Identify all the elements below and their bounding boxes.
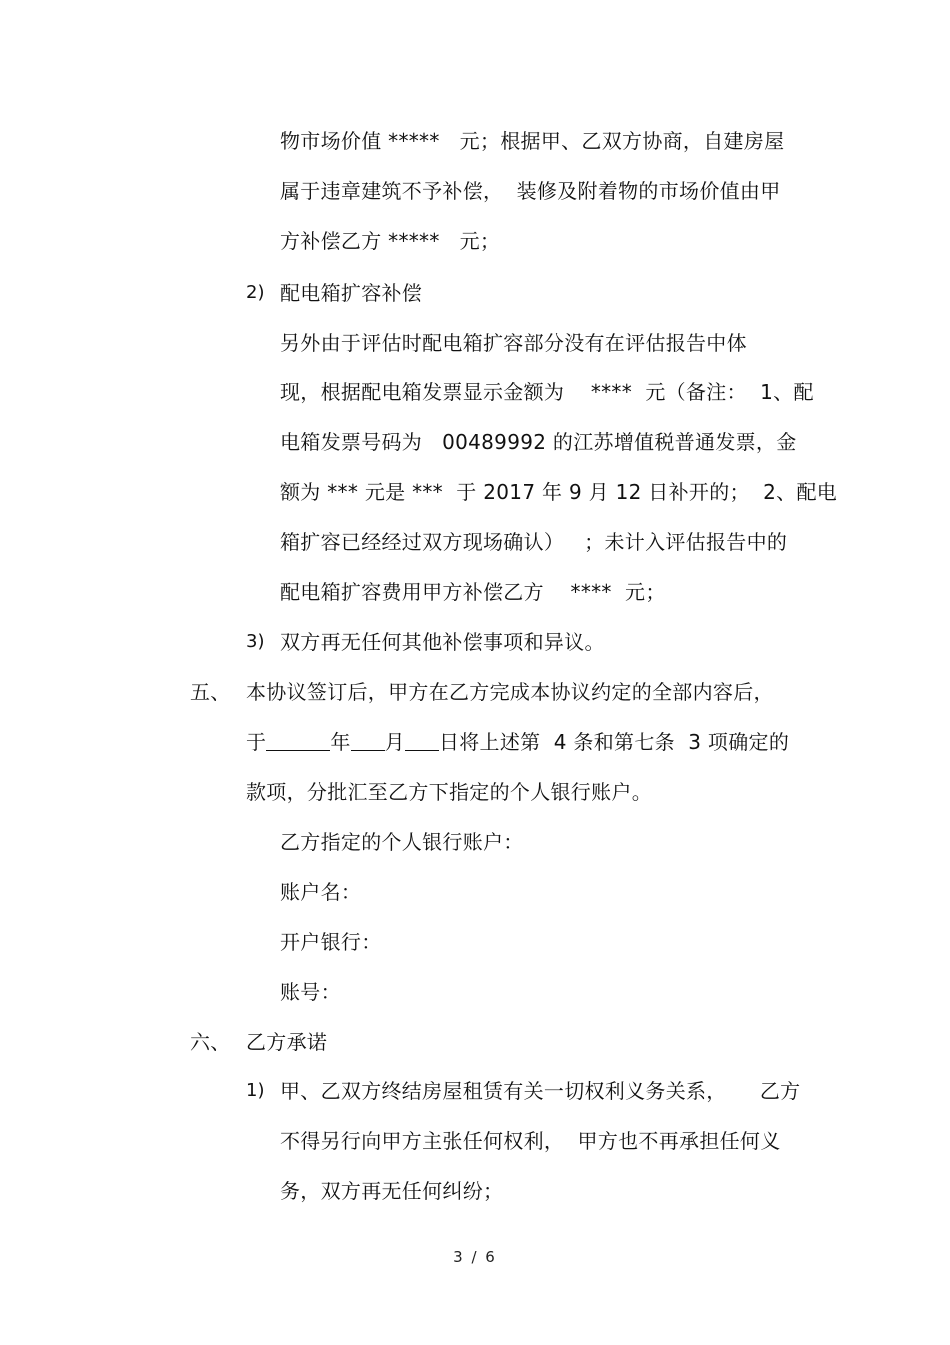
paragraph-line: 款项，分批汇至乙方下指定的个人银行账户。	[246, 780, 652, 804]
year-blank	[266, 730, 330, 751]
section-number: 五、	[190, 680, 231, 704]
paragraph-line: 另外由于评估时配电箱扩容部分没有在评估报告中体	[280, 331, 747, 355]
paragraph-line: 本协议签订后，甲方在乙方完成本协议约定的全部内容后，	[246, 680, 774, 704]
date-rest: 日将上述第 4 条和第七条 3 项确定的	[438, 730, 790, 754]
paragraph-line: 甲、乙双方终结房屋租赁有关一切权利义务关系， 乙方	[280, 1079, 801, 1103]
bank-account-title: 乙方指定的个人银行账户：	[280, 830, 524, 854]
paragraph-line: 务，双方再无任何纠纷；	[280, 1179, 504, 1203]
item-number: 2)	[246, 282, 265, 303]
year-label: 年	[330, 730, 351, 754]
item-number: 1)	[246, 1080, 265, 1101]
month-blank	[351, 730, 385, 751]
date-prefix: 于	[246, 730, 267, 754]
paragraph-line: 现，根据配电箱发票显示金额为 **** 元（备注： 1、配	[280, 380, 814, 404]
page-number: 3 / 6	[453, 1248, 497, 1266]
paragraph-line: 双方再无任何其他补偿事项和异议。	[280, 630, 605, 654]
paragraph-line: 额为 *** 元是 *** 于 2017 年 9 月 12 日补开的； 2、配电	[280, 480, 838, 504]
paragraph-line: 配电箱扩容费用甲方补偿乙方 **** 元；	[280, 580, 666, 604]
item-number: 3)	[246, 631, 265, 652]
paragraph-line: 物市场价值 ***** 元；根据甲、乙双方协商，自建房屋	[280, 129, 785, 153]
item-title: 配电箱扩容补偿	[280, 281, 423, 305]
paragraph-line: 不得另行向甲方主张任何权利， 甲方也不再承担任何义	[280, 1129, 781, 1153]
section-number: 六、	[190, 1030, 231, 1054]
section-title: 乙方承诺	[246, 1030, 328, 1054]
month-label: 月	[384, 730, 405, 754]
paragraph-line: 属于违章建筑不予补偿， 装修及附着物的市场价值由甲	[280, 179, 781, 203]
account-number-label: 账号：	[280, 980, 341, 1004]
bank-branch-label: 开户银行：	[280, 930, 382, 954]
account-name-label: 账户名：	[280, 880, 362, 904]
day-blank	[405, 730, 439, 751]
date-line	[246, 729, 789, 755]
paragraph-line: 电箱发票号码为 00489992 的江苏增值税普通发票，金	[280, 430, 797, 454]
paragraph-line: 方补偿乙方 ***** 元；	[280, 229, 501, 253]
paragraph-line: 箱扩容已经经过双方现场确认） ；未计入评估报告中的	[280, 530, 788, 554]
